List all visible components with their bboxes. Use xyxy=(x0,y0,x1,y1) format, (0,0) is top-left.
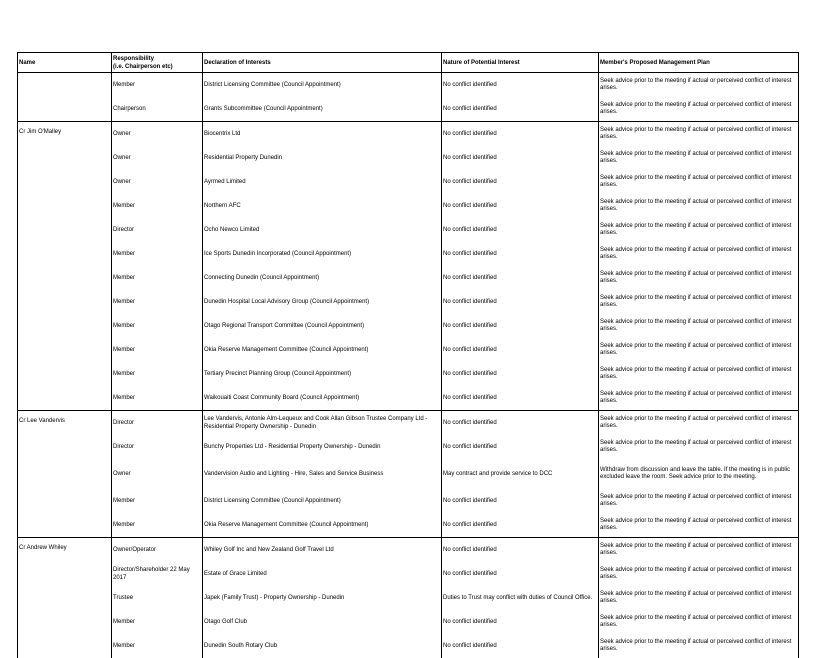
declaration-cell: Ayrmed Limited xyxy=(203,170,442,194)
management-plan-cell: Seek advice prior to the meeting if actual or perceived conflict of interest arises. xyxy=(599,218,799,242)
declaration-cell: Tertiary Precinct Planning Group (Council Appointment) xyxy=(203,362,442,386)
member-name-cell xyxy=(18,610,112,634)
member-name-cell: Cr Andrew Whiley xyxy=(18,538,112,563)
table-row xyxy=(18,562,799,586)
responsibility-cell: Director xyxy=(112,218,203,242)
member-name-cell xyxy=(18,146,112,170)
declaration-cell: Northern AFC xyxy=(203,194,442,218)
member-name-cell xyxy=(18,513,112,538)
table-row xyxy=(18,634,799,658)
header-nature: Nature of Potential Interest xyxy=(442,53,599,73)
management-plan-cell: Seek advice prior to the meeting if actual or perceived conflict of interest arises. xyxy=(599,338,799,362)
table-row xyxy=(18,122,799,147)
member-name-cell xyxy=(18,386,112,411)
responsibility-cell: Member xyxy=(112,513,203,538)
member-name-cell xyxy=(18,489,112,513)
member-name-cell xyxy=(18,218,112,242)
responsibility-cell: Owner xyxy=(112,122,203,147)
responsibility-cell: Member xyxy=(112,489,203,513)
management-plan-cell: Seek advice prior to the meeting if actual or perceived conflict of interest arises. xyxy=(599,586,799,610)
nature-cell: No conflict identified xyxy=(442,97,599,122)
table-row xyxy=(18,242,799,266)
table-row xyxy=(18,586,799,610)
table-row xyxy=(18,338,799,362)
table-row xyxy=(18,73,799,98)
table-row xyxy=(18,218,799,242)
management-plan-cell: Seek advice prior to the meeting if actual or perceived conflict of interest arises. xyxy=(599,242,799,266)
declaration-cell: Biocentrix Ltd xyxy=(203,122,442,147)
nature-cell: No conflict identified xyxy=(442,194,599,218)
table-row xyxy=(18,386,799,411)
nature-cell: No conflict identified xyxy=(442,634,599,658)
nature-cell: No conflict identified xyxy=(442,489,599,513)
responsibility-cell: Member xyxy=(112,290,203,314)
table-row xyxy=(18,538,799,563)
member-name-cell: Cr Lee Vandervis xyxy=(18,411,112,436)
declaration-cell: Grants Subcommittee (Council Appointment) xyxy=(203,97,442,122)
nature-cell: No conflict identified xyxy=(442,386,599,411)
nature-cell: No conflict identified xyxy=(442,242,599,266)
member-name-cell xyxy=(18,266,112,290)
responsibility-cell: Trustee xyxy=(112,586,203,610)
responsibility-cell: Member xyxy=(112,386,203,411)
management-plan-cell: Seek advice prior to the meeting if actual or perceived conflict of interest arises. xyxy=(599,97,799,122)
responsibility-cell: Owner/Operator xyxy=(112,538,203,563)
header-plan: Member's Proposed Management Plan xyxy=(599,53,799,73)
member-name-cell xyxy=(18,435,112,459)
declaration-cell: Otago Golf Club xyxy=(203,610,442,634)
member-name-cell xyxy=(18,586,112,610)
member-name-cell xyxy=(18,338,112,362)
responsibility-cell: Director xyxy=(112,435,203,459)
management-plan-cell: Seek advice prior to the meeting if actual or perceived conflict of interest arises. xyxy=(599,634,799,658)
management-plan-cell: Seek advice prior to the meeting if actual or perceived conflict of interest arises. xyxy=(599,146,799,170)
member-name-cell: Cr Jim O'Malley xyxy=(18,122,112,147)
table-row xyxy=(18,411,799,436)
member-name-cell xyxy=(18,97,112,122)
responsibility-cell: Member xyxy=(112,194,203,218)
member-name-cell xyxy=(18,242,112,266)
nature-cell: No conflict identified xyxy=(442,314,599,338)
member-name-cell xyxy=(18,634,112,658)
member-name-cell xyxy=(18,73,112,98)
nature-cell: No conflict identified xyxy=(442,73,599,98)
management-plan-cell: Seek advice prior to the meeting if actual or perceived conflict of interest arises. xyxy=(599,266,799,290)
member-name-cell xyxy=(18,562,112,586)
declaration-cell: District Licensing Committee (Council Appointment) xyxy=(203,489,442,513)
nature-cell: No conflict identified xyxy=(442,146,599,170)
responsibility-cell: Member xyxy=(112,362,203,386)
member-name-cell xyxy=(18,362,112,386)
nature-cell: No conflict identified xyxy=(442,338,599,362)
management-plan-cell: Seek advice prior to the meeting if actual or perceived conflict of interest arises. xyxy=(599,411,799,436)
nature-cell: No conflict identified xyxy=(442,170,599,194)
declaration-cell: District Licensing Committee (Council Appointment) xyxy=(203,73,442,98)
interests-register-table xyxy=(17,52,799,658)
declaration-cell: Ocho Newco Limited xyxy=(203,218,442,242)
management-plan-cell: Seek advice prior to the meeting if actual or perceived conflict of interest arises. xyxy=(599,170,799,194)
table-row xyxy=(18,314,799,338)
table-row xyxy=(18,489,799,513)
responsibility-cell: Director xyxy=(112,411,203,436)
responsibility-cell: Director/Shareholder 22 May 2017 xyxy=(112,562,203,586)
table-row xyxy=(18,194,799,218)
management-plan-cell: Seek advice prior to the meeting if actual or perceived conflict of interest arises. xyxy=(599,562,799,586)
nature-cell: No conflict identified xyxy=(442,218,599,242)
management-plan-cell: Seek advice prior to the meeting if actual or perceived conflict of interest arises. xyxy=(599,610,799,634)
declaration-cell: Dunedin South Rotary Club xyxy=(203,634,442,658)
table-row xyxy=(18,435,799,459)
responsibility-cell: Member xyxy=(112,634,203,658)
nature-cell: No conflict identified xyxy=(442,362,599,386)
responsibility-cell: Chairperson xyxy=(112,97,203,122)
nature-cell: No conflict identified xyxy=(442,290,599,314)
nature-cell: No conflict identified xyxy=(442,122,599,147)
responsibility-cell: Owner xyxy=(112,459,203,489)
table-row xyxy=(18,97,799,122)
responsibility-cell: Member xyxy=(112,242,203,266)
header-row xyxy=(18,53,799,73)
declaration-cell: Connecting Dunedin (Council Appointment) xyxy=(203,266,442,290)
responsibility-cell: Owner xyxy=(112,170,203,194)
responsibility-cell: Member xyxy=(112,73,203,98)
declaration-cell: Estate of Grace Limited xyxy=(203,562,442,586)
table-row xyxy=(18,170,799,194)
nature-cell: No conflict identified xyxy=(442,513,599,538)
member-name-cell xyxy=(18,290,112,314)
declaration-cell: Lee Vandervis, Antonie Alm-Lequeux and Cook Allan Gibson Trustee Company Ltd - Residential Property Ownership - Dunedin xyxy=(203,411,442,436)
management-plan-cell: Seek advice prior to the meeting if actual or perceived conflict of interest arises. xyxy=(599,122,799,147)
nature-cell: Duties to Trust may conflict with duties of Council Office. xyxy=(442,586,599,610)
declaration-cell: Japek (Family Trust) - Property Ownership - Dunedin xyxy=(203,586,442,610)
declaration-cell: Residential Property Dunedin xyxy=(203,146,442,170)
management-plan-cell: Seek advice prior to the meeting if actual or perceived conflict of interest arises. xyxy=(599,194,799,218)
nature-cell: No conflict identified xyxy=(442,610,599,634)
member-name-cell xyxy=(18,170,112,194)
declaration-cell: Ice Sports Dunedin Incorporated (Council Appointment) xyxy=(203,242,442,266)
responsibility-cell: Member xyxy=(112,338,203,362)
responsibility-cell: Member xyxy=(112,610,203,634)
nature-cell: No conflict identified xyxy=(442,266,599,290)
header-responsibility-line1: Responsibility xyxy=(113,55,201,63)
table-row xyxy=(18,362,799,386)
nature-cell: No conflict identified xyxy=(442,562,599,586)
declaration-cell: Otago Regional Transport Committee (Council Appointment) xyxy=(203,314,442,338)
table-row xyxy=(18,146,799,170)
management-plan-cell: Seek advice prior to the meeting if actual or perceived conflict of interest arises. xyxy=(599,538,799,563)
responsibility-cell: Owner xyxy=(112,146,203,170)
management-plan-cell: Seek advice prior to the meeting if actual or perceived conflict of interest arises. xyxy=(599,513,799,538)
nature-cell: No conflict identified xyxy=(442,435,599,459)
declaration-cell: Dunedin Hospital Local Advisory Group (Council Appointment) xyxy=(203,290,442,314)
table-row xyxy=(18,610,799,634)
table-row xyxy=(18,290,799,314)
management-plan-cell: Seek advice prior to the meeting if actual or perceived conflict of interest arises. xyxy=(599,435,799,459)
responsibility-cell: Member xyxy=(112,314,203,338)
declaration-cell: Waikouaiti Coast Community Board (Council Appointment) xyxy=(203,386,442,411)
member-name-cell xyxy=(18,314,112,338)
responsibility-cell: Member xyxy=(112,266,203,290)
table-row xyxy=(18,513,799,538)
management-plan-cell: Seek advice prior to the meeting if actual or perceived conflict of interest arises. xyxy=(599,73,799,98)
declaration-cell: Vandervision Audio and Lighting - Hire, Sales and Service Business xyxy=(203,459,442,489)
table-body xyxy=(18,73,799,658)
nature-cell: No conflict identified xyxy=(442,538,599,563)
header-declaration: Declaration of Interests xyxy=(203,53,442,73)
table-row xyxy=(18,459,799,489)
management-plan-cell: Seek advice prior to the meeting if actual or perceived conflict of interest arises. xyxy=(599,386,799,411)
header-responsibility xyxy=(112,53,203,73)
member-name-cell xyxy=(18,194,112,218)
nature-cell: May contract and provide service to DCC xyxy=(442,459,599,489)
header-responsibility-line2: (i.e. Chairperson etc) xyxy=(113,63,201,71)
management-plan-cell: Seek advice prior to the meeting if actual or perceived conflict of interest arises. xyxy=(599,489,799,513)
management-plan-cell: Seek advice prior to the meeting if actual or perceived conflict of interest arises. xyxy=(599,362,799,386)
declaration-cell: Bunchy Properties Ltd - Residential Property Ownership - Dunedin xyxy=(203,435,442,459)
management-plan-cell: Seek advice prior to the meeting if actual or perceived conflict of interest arises. xyxy=(599,314,799,338)
declaration-cell: Okia Reserve Management Committee (Council Appointment) xyxy=(203,338,442,362)
management-plan-cell: Withdraw from discussion and leave the table. If the meeting is in public excluded leave the room. Seek advice prior to the meeting. xyxy=(599,459,799,489)
nature-cell: No conflict identified xyxy=(442,411,599,436)
table-row xyxy=(18,266,799,290)
declaration-cell: Okia Reserve Management Committee (Council Appointment) xyxy=(203,513,442,538)
member-name-cell xyxy=(18,459,112,489)
header-name: Name xyxy=(18,53,112,73)
management-plan-cell: Seek advice prior to the meeting if actual or perceived conflict of interest arises. xyxy=(599,290,799,314)
declaration-cell: Whiley Golf Inc and New Zealand Golf Travel Ltd xyxy=(203,538,442,563)
